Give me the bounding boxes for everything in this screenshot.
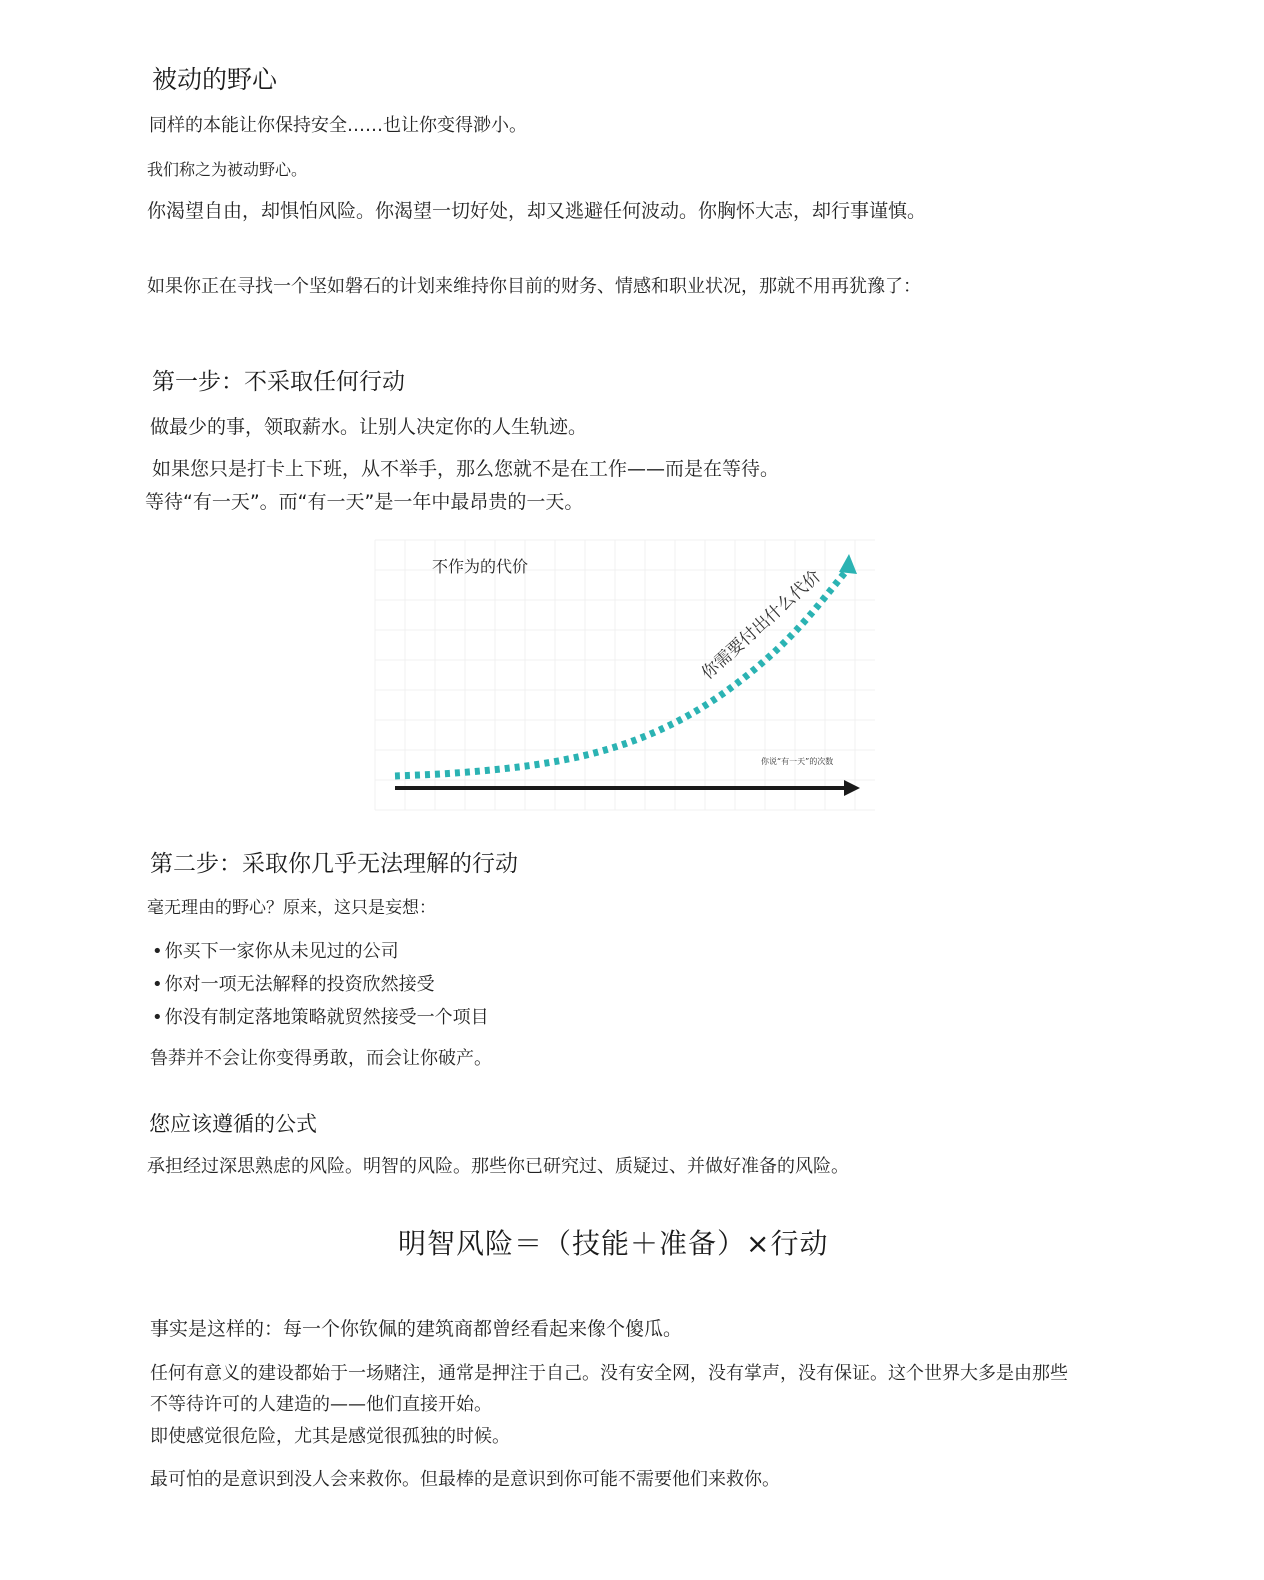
bullet-item: • 你对一项无法解释的投资欣然接受 [152, 973, 489, 1006]
formula: 明智风险＝（技能＋准备）×行动 [398, 1227, 829, 1260]
chart-series-arrowhead [839, 554, 857, 574]
formula-heading: 您应该遵循的公式 [149, 1112, 317, 1136]
intro-line-3: 你渴望自由，却惧怕风险。你渴望一切好处，却又逃避任何波动。你胸怀大志，却行事谨慎。 [147, 200, 927, 222]
step1-paragraph-3: 等待“有一天”。而“有一天”是一年中最昂贵的一天。 [145, 491, 584, 513]
chart-title: 不作为的代价 [432, 557, 529, 576]
chart-x-axis-arrow [844, 780, 860, 796]
bullet-item: • 你没有制定落地策略就贸然接受一个项目 [152, 1006, 489, 1039]
closing-paragraph-2a: 任何有意义的建设都始于一场赌注，通常是押注于自己。没有安全网，没有掌声，没有保证。这个世界大多是由那些 [150, 1363, 1068, 1384]
bullet-item: • 你买下一家你从未见过的公司 [152, 940, 489, 973]
intro-line-4: 如果你正在寻找一个坚如磐石的计划来维持你目前的财务、情感和职业状况，那就不用再犹豫了： [147, 276, 921, 297]
closing-paragraph-4: 最可怕的是意识到没人会来救你。但最棒的是意识到你可能不需要他们来救你。 [150, 1469, 780, 1490]
closing-paragraph-3: 即使感觉很危险，尤其是感觉很孤独的时候。 [150, 1426, 510, 1447]
step2-heading: 第二步：采取你几乎无法理解的行动 [150, 851, 518, 877]
chart-x-label: 你说“有一天”的次数 [761, 757, 834, 766]
intro-line-2: 我们称之为被动野心。 [147, 160, 308, 179]
intro-line-1: 同样的本能让你保持安全……也让你变得渺小。 [149, 115, 527, 136]
step2-outro: 鲁莽并不会让你变得勇敢，而会让你破产。 [150, 1048, 492, 1069]
page-title: 被动的野心 [152, 65, 278, 94]
closing-paragraph-1: 事实是这样的：每一个你钦佩的建筑商都曾经看起来像个傻瓜。 [150, 1318, 683, 1340]
formula-paragraph: 承担经过深思熟虑的风险。明智的风险。那些你已研究过、质疑过、并做好准备的风险。 [147, 1156, 849, 1177]
closing-paragraph-2b: 不等待许可的人建造的——他们直接开始。 [150, 1394, 492, 1415]
chart-annotation: 你需要付出什么代价 [697, 566, 826, 684]
step1-heading: 第一步：不采取任何行动 [152, 369, 405, 395]
step2-intro: 毫无理由的野心？原来，这只是妄想： [147, 898, 436, 918]
step2-bullet-list [152, 940, 489, 1039]
step1-paragraph-2: 如果您只是打卡上下班，从不举手，那么您就不是在工作——而是在等待。 [152, 458, 780, 480]
cost-of-inaction-chart [365, 530, 885, 820]
step1-paragraph-1: 做最少的事，领取薪水。让别人决定你的人生轨迹。 [150, 416, 588, 438]
